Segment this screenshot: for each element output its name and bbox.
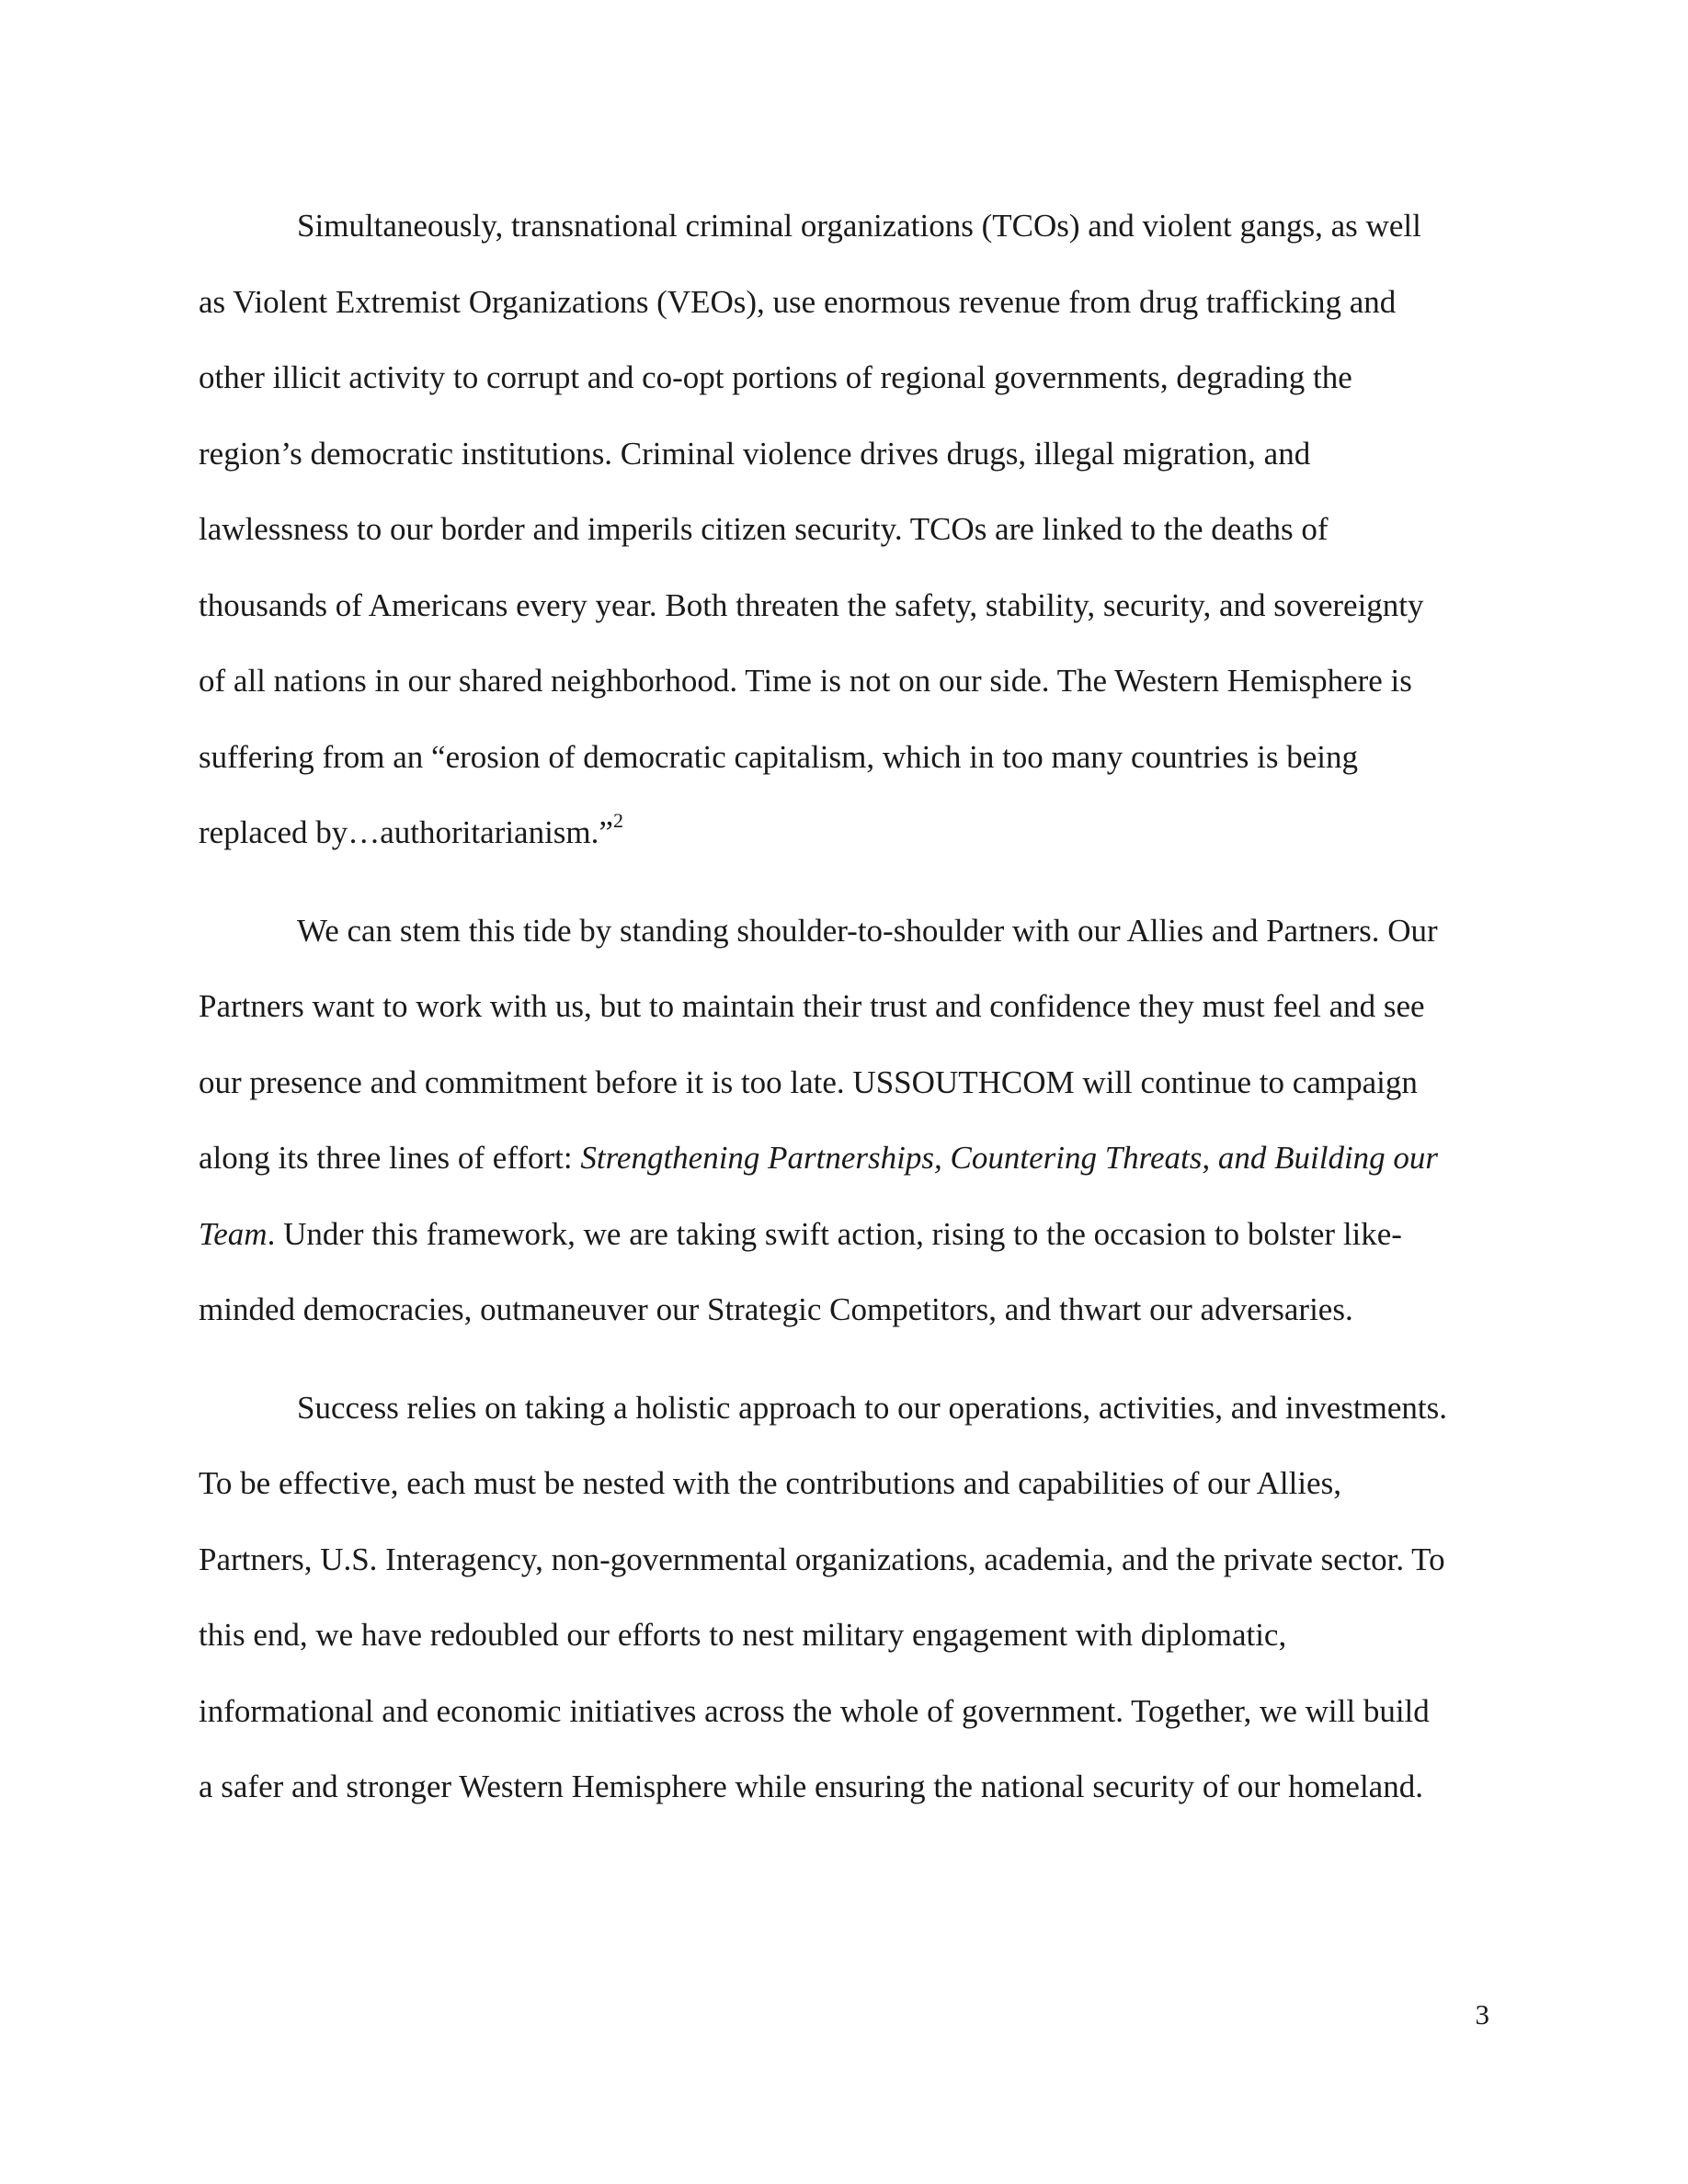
text-line: lawlessness to our border and imperils citizen security. TCOs are linked to the deaths of [199,511,1329,547]
text-line: Simultaneously, transnational criminal organizations (TCOs) and violent gangs, as well [297,208,1421,244]
body-text [199,188,1504,1848]
footnote-reference[interactable]: 2 [612,809,623,833]
text-line: other illicit activity to corrupt and co-opt portions of regional governments, degrading the [199,359,1352,395]
paragraph-3 [199,1371,1504,1826]
text-line [199,1120,1504,1197]
text-line: a safer and stronger Western Hemisphere while ensuring the national security of our homeland. [199,1769,1423,1804]
italic-lines-of-effort: Strengthening Partnerships, Countering Threats, and Building our [580,1140,1439,1176]
paragraph-2 [199,893,1504,1348]
text-line: Success relies on taking a holistic approach to our operations, activities, and investments. [297,1389,1447,1426]
text-line: We can stem this tide by standing shoulder-to-shoulder with our Allies and Partners. Our [297,912,1438,949]
text-line: this end, we have redoubled our efforts to nest military engagement with diplomatic, [199,1617,1287,1653]
text-line: our presence and commitment before it is too late. USSOUTHCOM will continue to campaign [199,1064,1418,1100]
text-line [199,1197,1504,1273]
text-line: region’s democratic institutions. Criminal violence drives drugs, illegal migration, and [199,435,1311,472]
text-fragment: . Under this framework, we are taking swift action, rising to the occasion to bolster like- [267,1215,1402,1252]
page-number: 3 [1475,1998,1489,2030]
paragraph-1 [199,188,1504,871]
text-line: thousands of Americans every year. Both threaten the safety, stability, security, and sovereignty [199,586,1424,623]
text-fragment: replaced by…authoritarianism.” [199,814,613,850]
text-line: informational and economic initiatives across the whole of government. Together, we will build [199,1692,1430,1729]
italic-lines-of-effort-end: Team [199,1215,268,1252]
text-line: minded democracies, outmaneuver our Strategic Competitors, and thwart our adversaries. [199,1291,1353,1327]
text-line: suffering from an “erosion of democratic capitalism, which in too many countries is being [199,738,1358,775]
text-line: Partners, U.S. Interagency, non-governmental organizations, academia, and the private sector. To [199,1541,1445,1577]
text-line: Partners want to work with us, but to maintain their trust and confidence they must feel and see [199,988,1425,1024]
text-line: of all nations in our shared neighborhood. Time is not on our side. The Western Hemisphere is [199,663,1412,699]
text-fragment: along its three lines of effort: [199,1140,581,1176]
text-line: To be effective, each must be nested with the contributions and capabilities of our Allies, [199,1465,1341,1501]
text-line-with-footnote [199,795,1504,871]
text-line: as Violent Extremist Organizations (VEOs), use enormous revenue from drug trafficking and [199,283,1397,320]
